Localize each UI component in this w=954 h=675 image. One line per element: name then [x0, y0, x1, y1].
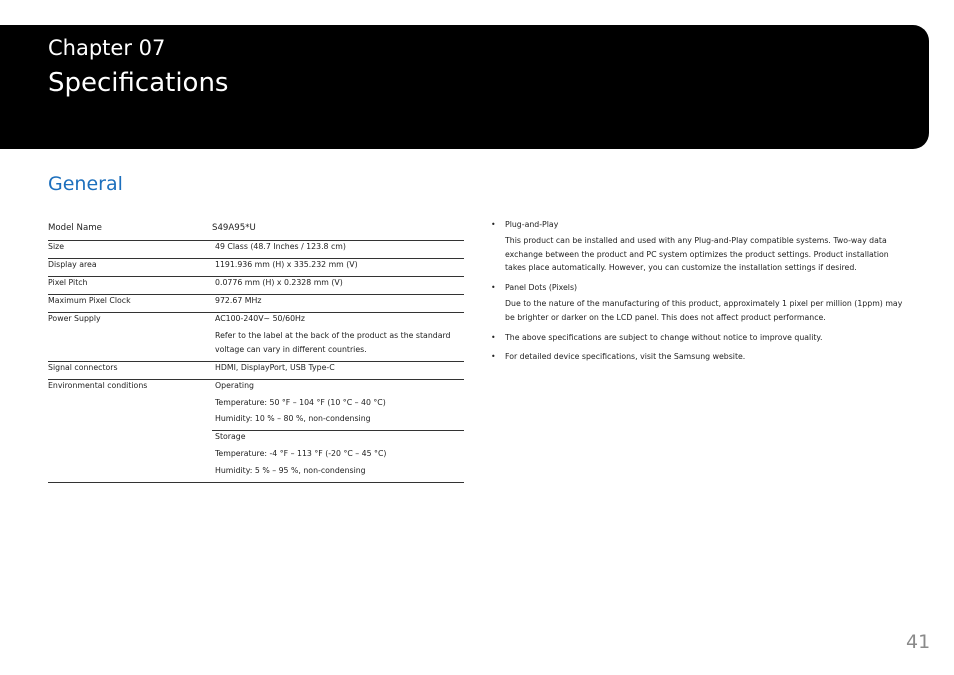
table-divider [48, 482, 464, 483]
spec-note-power-supply: Refer to the label at the back of the product as the standard voltage can vary in different countries. [215, 331, 451, 354]
spec-label-pixel-pitch: Pixel Pitch [48, 278, 88, 287]
spec-label-display-area: Display area [48, 260, 97, 269]
spec-storage-temperature: Temperature: -4 °F – 113 °F (-20 °C – 45 °C) [215, 449, 387, 458]
spec-label-signal-connectors: Signal connectors [48, 363, 118, 372]
table-divider [48, 379, 464, 380]
spec-storage-humidity: Humidity: 5 % – 95 %, non-condensing [215, 466, 366, 475]
spec-storage-title: Storage [215, 432, 246, 441]
bullet-icon: • [491, 283, 496, 292]
spec-value-max-pixel-clock: 972.67 MHz [215, 296, 262, 305]
list-item [491, 333, 822, 342]
bullet-icon: • [491, 352, 496, 361]
spec-operating-temperature: Temperature: 50 °F – 104 °F (10 °C – 40 °C) [215, 398, 386, 407]
spec-value-pixel-pitch: 0.0776 mm (H) x 0.2328 mm (V) [215, 278, 343, 287]
spec-label-size: Size [48, 242, 65, 251]
table-subdivider [212, 430, 464, 431]
list-item [491, 352, 745, 361]
list-item [491, 220, 558, 229]
page-title: Specifications [48, 68, 229, 98]
note-text-panel-dots: Due to the nature of the manufacturing of this product, approximately 1 pixel per million (1ppm) may be brighter or darker on the LCD panel. This does not affect product performance. [505, 299, 903, 322]
spec-value-power-supply: AC100-240V~ 50/60Hz [215, 314, 305, 323]
spec-value-size: 49 Class (48.7 Inches / 123.8 cm) [215, 242, 346, 251]
note-text-plug-and-play: This product can be installed and used with any Plug-and-Play compatible systems. Two-way data exchange between the product and PC system optimizes the product settings. Product installation takes place automatically. However, you can customize the installation settings if desired. [505, 236, 889, 273]
spec-label-environmental: Environmental conditions [48, 381, 148, 390]
spec-operating-humidity: Humidity: 10 % – 80 %, non-condensing [215, 414, 371, 423]
page-number: 41 [906, 631, 931, 653]
spec-header-value: S49A95*U [212, 223, 256, 233]
section-heading: General [48, 173, 123, 195]
spec-operating-title: Operating [215, 381, 254, 390]
spec-value-display-area: 1191.936 mm (H) x 335.232 mm (V) [215, 260, 358, 269]
list-item [491, 283, 577, 292]
spec-label-power-supply: Power Supply [48, 314, 101, 323]
note-website-notice: For detailed device specifications, visit the Samsung website. [505, 352, 746, 361]
note-title-plug-and-play: Plug-and-Play [505, 220, 559, 229]
note-title-panel-dots: Panel Dots (Pixels) [505, 283, 578, 292]
spec-header-label: Model Name [48, 223, 102, 233]
spec-value-signal-connectors: HDMI, DisplayPort, USB Type-C [215, 363, 335, 372]
chapter-label: Chapter 07 [48, 36, 166, 60]
bullet-icon: • [491, 333, 496, 342]
bullet-icon: • [491, 220, 496, 229]
note-change-notice: The above specifications are subject to change without notice to improve quality. [505, 333, 823, 342]
spec-label-max-pixel-clock: Maximum Pixel Clock [48, 296, 131, 305]
